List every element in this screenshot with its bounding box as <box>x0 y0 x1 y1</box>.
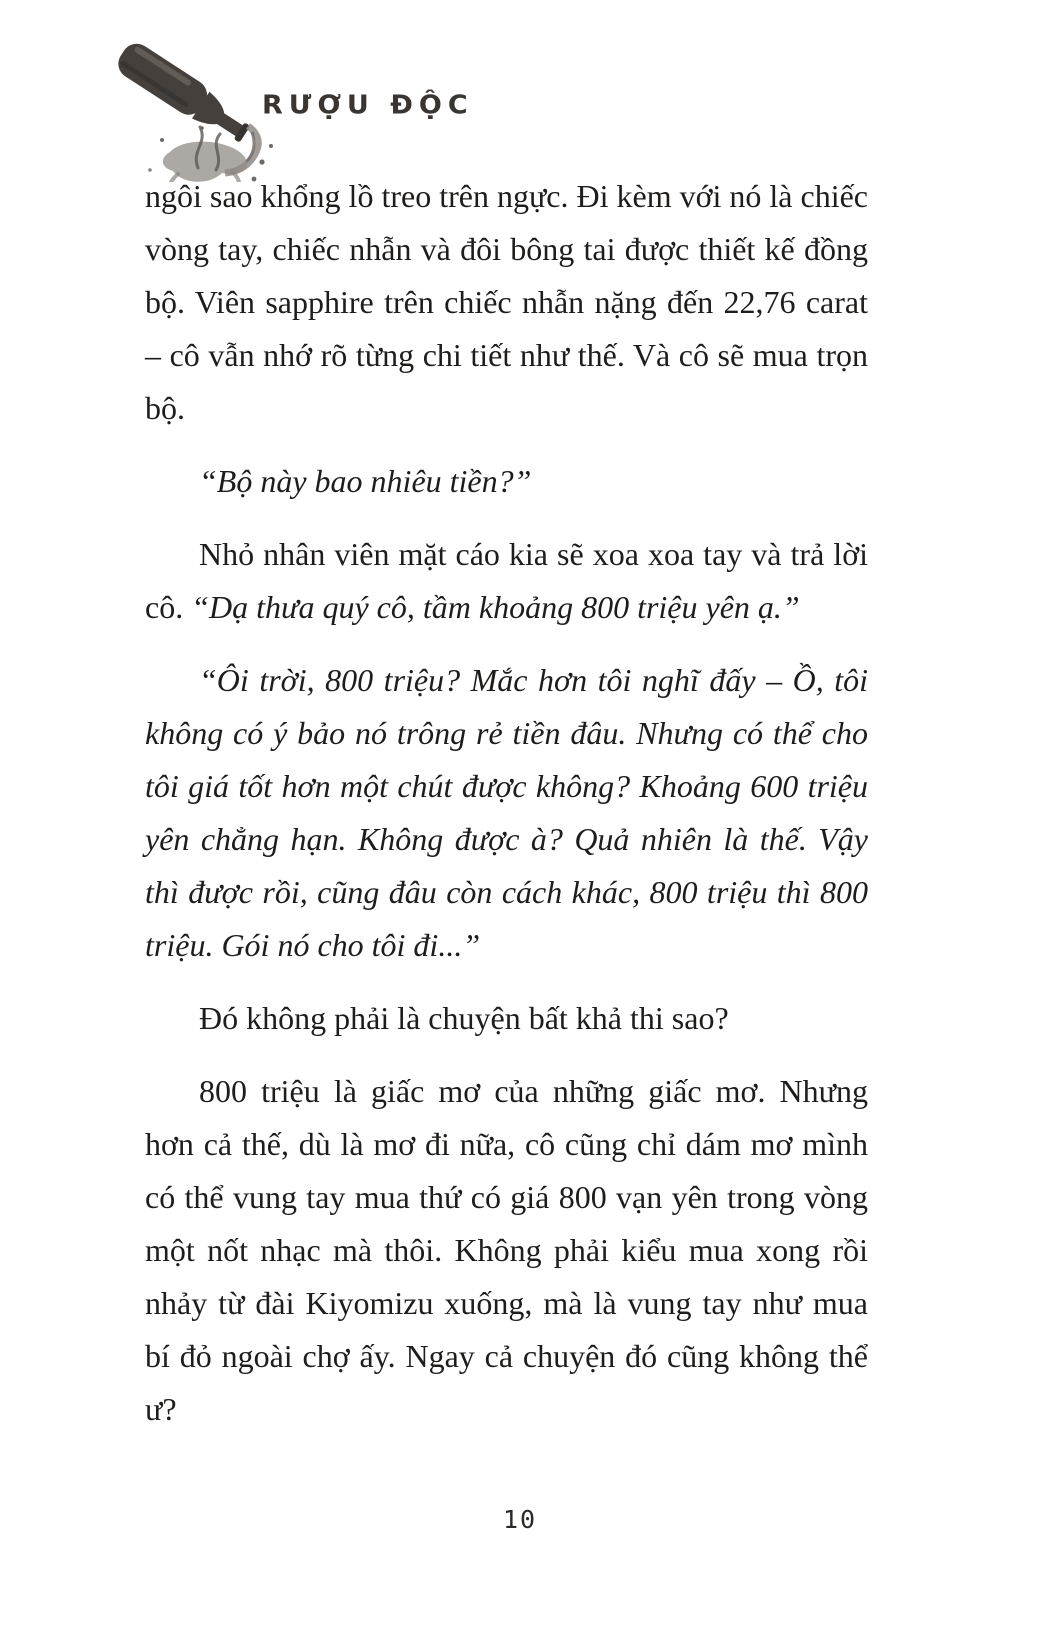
page-number: 10 <box>502 1505 538 1534</box>
text-run: Đó không phải là chuyện bất khả thi sao? <box>199 1000 729 1036</box>
page-text <box>145 170 868 1456</box>
text-run: ngôi sao khổng lồ treo trên ngực. Đi kèm với nó là chiếc vòng tay, chiếc nhẫn và đôi bông tai được thiết kế đồng bộ. Viên sapphire trên chiếc nhẫn nặng đến 22,76 carat – cô vẫn nhớ rõ từng chi tiết như thế. Và cô sẽ mua trọn bộ. <box>145 178 868 426</box>
paragraph <box>145 528 868 634</box>
paragraph <box>145 455 868 508</box>
paragraph <box>145 992 868 1045</box>
text-run: “Bộ này bao nhiêu tiền?” <box>199 463 532 499</box>
page-footer <box>0 1505 1040 1534</box>
text-run: “Ôi trời, 800 triệu? Mắc hơn tôi nghĩ đấy – Ồ, tôi không có ý bảo nó trông rẻ tiền đâu. Nhưng có thể cho tôi giá tốt hơn một chút được không? Khoảng 600 triệu yên chẳng hạn. Không được à? Quả nhiên là thế. Vậy thì được rồi, cũng đâu còn cách khác, 800 triệu thì 800 triệu. Gói nó cho tôi đi...” <box>145 662 868 963</box>
chapter-title: RƯỢU ĐỘC <box>262 90 474 121</box>
paragraph <box>145 654 868 972</box>
text-run: Nhỏ nhân viên mặt cáo kia sẽ xoa xoa tay và trả lời cô. <box>145 536 868 625</box>
paragraph <box>145 170 868 435</box>
paragraph <box>145 1065 868 1436</box>
chapter-header <box>0 0 1040 185</box>
text-run: “Dạ thưa quý cô, tầm khoảng 800 triệu yên ạ.” <box>191 589 800 625</box>
text-run: 800 triệu là giấc mơ của những giấc mơ. Nhưng hơn cả thế, dù là mơ đi nữa, cô cũng chỉ dám mơ mình có thể vung tay mua thứ có giá 800 vạn yên trong vòng một nốt nhạc mà thôi. Không phải kiểu mua xong rồi nhảy từ đài Kiyomizu xuống, mà là vung tay như mua bí đỏ ngoài chợ ấy. Ngay cả chuyện đó cũng không thể ư? <box>145 1073 868 1427</box>
